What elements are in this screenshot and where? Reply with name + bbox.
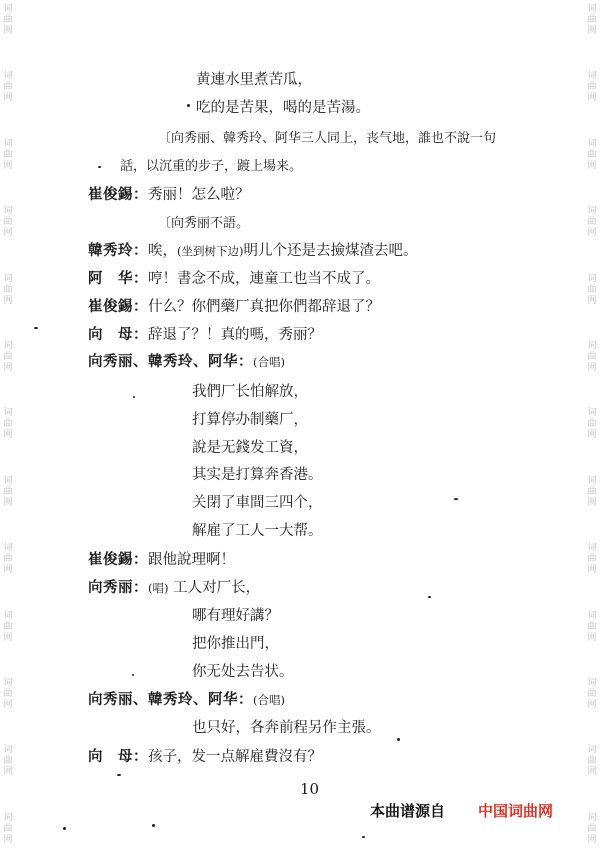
watermark-char: 网 — [587, 363, 597, 374]
watermark-char: 词 — [587, 812, 597, 823]
lyric-line: 我們厂长怕解放， — [192, 384, 308, 400]
watermark-char: 词 — [3, 543, 13, 554]
dialogue-line — [88, 578, 260, 598]
speaker-name: 崔俊錫： — [88, 551, 148, 568]
watermark-group — [0, 745, 16, 778]
watermark-char: 词 — [587, 408, 597, 419]
watermark-group — [0, 678, 16, 711]
speaker-name: 向秀丽、韓秀玲、阿华： — [88, 353, 253, 370]
watermark-char: 曲 — [3, 486, 13, 497]
watermark-char: 网 — [587, 26, 597, 36]
watermark-char: 词 — [3, 71, 13, 82]
watermark-group — [584, 678, 600, 711]
watermark-group — [584, 813, 600, 846]
watermark-right — [584, 0, 600, 850]
watermark-group — [0, 408, 16, 441]
watermark-char: 曲 — [3, 554, 13, 565]
watermark-char: 曲 — [587, 352, 597, 363]
watermark-char: 词 — [587, 4, 597, 14]
lyric-line: 关閉了車間三四个， — [192, 495, 323, 511]
watermark-char: 网 — [587, 565, 597, 576]
watermark-group — [0, 274, 16, 307]
watermark-group — [584, 206, 600, 239]
watermark-char: 网 — [3, 497, 13, 508]
dialogue-line — [88, 185, 250, 205]
watermark-char: 网 — [587, 632, 597, 643]
watermark-group — [584, 611, 600, 644]
watermark-char: 词 — [3, 341, 13, 352]
watermark-char: 曲 — [587, 689, 597, 700]
watermark-group — [0, 139, 16, 172]
dialogue-text: 工人对厂长， — [173, 580, 261, 596]
watermark-char: 网 — [587, 295, 597, 306]
dialogue-line — [88, 325, 322, 345]
lyric-line: 打算停办制藥厂， — [192, 412, 308, 428]
watermark-char: 网 — [587, 834, 597, 845]
watermark-group — [584, 408, 600, 441]
speaker-name: 向 母： — [88, 748, 148, 765]
watermark-char: 词 — [3, 812, 13, 823]
watermark-char: 网 — [3, 565, 13, 576]
stage-direction: 〔向秀丽不語。 — [158, 216, 250, 231]
speaker-name: 阿 华： — [88, 270, 148, 287]
watermark-char: 词 — [587, 273, 597, 284]
lyric-line: 黄連水里煮苦瓜， — [196, 72, 312, 88]
scan-speck — [132, 674, 134, 676]
dialogue-line — [88, 241, 417, 261]
watermark-char: 曲 — [587, 486, 597, 497]
watermark-char: 词 — [3, 273, 13, 284]
watermark-char: 曲 — [3, 689, 13, 700]
stage-aside: (坐到树下边) — [177, 244, 244, 258]
watermark-char: 网 — [3, 26, 13, 36]
watermark-char: 网 — [3, 834, 13, 845]
watermark-char: 词 — [587, 206, 597, 217]
watermark-char: 词 — [587, 610, 597, 621]
watermark-group — [0, 206, 16, 239]
watermark-char: 曲 — [3, 823, 13, 834]
watermark-char: 词 — [3, 745, 13, 756]
watermark-char: 网 — [587, 767, 597, 778]
watermark-char: 曲 — [587, 217, 597, 228]
watermark-char: 曲 — [3, 217, 13, 228]
scan-speck — [34, 327, 38, 329]
watermark-group — [0, 543, 16, 576]
watermark-group — [584, 4, 600, 37]
lyric-line: 也只好，各奔前程另作主張。 — [192, 720, 381, 736]
watermark-char: 词 — [3, 138, 13, 149]
watermark-char: 曲 — [3, 756, 13, 767]
singing-direction: (唱) — [148, 581, 169, 595]
watermark-char: 曲 — [587, 756, 597, 767]
speaker-name: 崔俊錫： — [88, 186, 148, 203]
watermark-char: 词 — [587, 341, 597, 352]
watermark-char: 词 — [3, 206, 13, 217]
page-number: 10 — [300, 780, 320, 798]
watermark-char: 曲 — [587, 284, 597, 295]
watermark-char: 曲 — [3, 419, 13, 430]
scan-speck — [117, 774, 121, 776]
scan-speck — [152, 824, 155, 827]
watermark-char: 网 — [3, 767, 13, 778]
watermark-char: 词 — [587, 543, 597, 554]
watermark-group — [584, 139, 600, 172]
watermark-char: 词 — [587, 475, 597, 486]
watermark-group — [584, 476, 600, 509]
watermark-char: 曲 — [587, 621, 597, 632]
watermark-char: 网 — [587, 700, 597, 711]
scan-speck — [362, 836, 365, 838]
watermark-char: 网 — [3, 295, 13, 306]
watermark-char: 曲 — [3, 15, 13, 25]
watermark-char: 曲 — [3, 621, 13, 632]
watermark-group — [584, 745, 600, 778]
watermark-group — [584, 543, 600, 576]
watermark-char: 曲 — [587, 82, 597, 93]
watermark-char: 词 — [3, 475, 13, 486]
watermark-char: 网 — [3, 93, 13, 104]
watermark-group — [0, 4, 16, 37]
singing-direction: (合唱) — [253, 693, 285, 707]
watermark-char: 网 — [3, 160, 13, 171]
speaker-name: 向 母： — [88, 326, 148, 343]
watermark-char: 曲 — [587, 823, 597, 834]
watermark-char: 网 — [587, 228, 597, 239]
singing-direction: (合唱) — [253, 355, 285, 369]
scan-speck — [397, 738, 400, 741]
watermark-char: 网 — [587, 160, 597, 171]
speaker-name: 向秀丽： — [88, 579, 148, 596]
watermark-char: 词 — [587, 678, 597, 689]
dialogue-line — [88, 352, 285, 372]
footer-site-link[interactable]: 中国词曲网 — [478, 802, 554, 820]
watermark-group — [584, 341, 600, 374]
speaker-name: 韓秀玲： — [88, 242, 148, 259]
dialogue-line — [88, 297, 380, 317]
dialogue-line — [88, 269, 380, 289]
watermark-char: 词 — [3, 610, 13, 621]
watermark-char: 网 — [3, 632, 13, 643]
dialogue-text: 明儿个还是去撿煤渣去吧。 — [243, 243, 418, 259]
dialogue-text: 跟他說理啊！ — [148, 552, 235, 568]
watermark-char: 网 — [587, 93, 597, 104]
dialogue-line — [88, 550, 235, 570]
dialogue-text: 秀丽！怎么啦？ — [148, 187, 250, 203]
watermark-char: 词 — [3, 408, 13, 419]
speaker-name: 向秀丽、韓秀玲、阿华： — [88, 691, 253, 708]
watermark-group — [0, 476, 16, 509]
scan-speck — [98, 166, 101, 168]
lyric-line: 哪有理好講？ — [192, 608, 279, 624]
watermark-char: 词 — [3, 678, 13, 689]
scan-speck — [63, 827, 66, 830]
watermark-char: 曲 — [3, 352, 13, 363]
watermark-char: 曲 — [587, 419, 597, 430]
watermark-char: 曲 — [3, 284, 13, 295]
scan-speck — [187, 104, 190, 107]
watermark-group — [0, 611, 16, 644]
watermark-char: 曲 — [3, 82, 13, 93]
footer-source-label: 本曲谱源自 — [370, 802, 446, 820]
scan-speck — [133, 396, 135, 398]
watermark-char: 词 — [3, 4, 13, 14]
watermark-group — [0, 813, 16, 846]
watermark-char: 曲 — [587, 15, 597, 25]
watermark-char: 词 — [587, 71, 597, 82]
dialogue-text: 孩子，发一点解雇費沒有？ — [148, 749, 322, 765]
lyric-line: 你无处去告状。 — [192, 664, 294, 680]
watermark-char: 网 — [3, 363, 13, 374]
watermark-char: 词 — [587, 745, 597, 756]
lyric-line: 把你推出門， — [192, 636, 279, 652]
stage-direction: 話，以沉重的步子，踱上場来。 — [120, 159, 303, 174]
scan-speck — [454, 498, 458, 500]
dialogue-text: 什么？你們藥厂真把你們都辞退了？ — [148, 299, 380, 315]
lyric-line: 吃的是苦果，喝的是苦湯。 — [196, 100, 370, 116]
watermark-char: 网 — [3, 430, 13, 441]
scan-speck — [428, 596, 431, 598]
watermark-left — [0, 0, 16, 850]
watermark-group — [584, 274, 600, 307]
watermark-char: 曲 — [3, 149, 13, 160]
lyric-line: 說是无錢发工資， — [192, 440, 308, 456]
stage-direction: 〔向秀丽、韓秀玲、阿华三人同上，丧气地，誰也不說一句 — [158, 131, 497, 146]
watermark-group — [0, 341, 16, 374]
lyric-line: 解雇了工人一大帮。 — [192, 523, 323, 539]
watermark-char: 网 — [587, 497, 597, 508]
watermark-char: 网 — [3, 700, 13, 711]
dialogue-line — [88, 690, 285, 710]
watermark-char: 词 — [587, 138, 597, 149]
dialogue-text: 唉， — [148, 243, 177, 259]
watermark-char: 网 — [587, 430, 597, 441]
watermark-group — [584, 71, 600, 104]
dialogue-text: 辞退了？！真的嗎，秀丽？ — [148, 327, 322, 343]
watermark-char: 网 — [3, 228, 13, 239]
watermark-char: 曲 — [587, 554, 597, 565]
watermark-char: 曲 — [587, 149, 597, 160]
watermark-group — [0, 71, 16, 104]
dialogue-line — [88, 747, 322, 767]
lyric-line: 其实是打算奔香港。 — [192, 467, 323, 483]
speaker-name: 崔俊錫： — [88, 298, 148, 315]
dialogue-text: 哼！書念不成，連童工也当不成了。 — [148, 271, 380, 287]
